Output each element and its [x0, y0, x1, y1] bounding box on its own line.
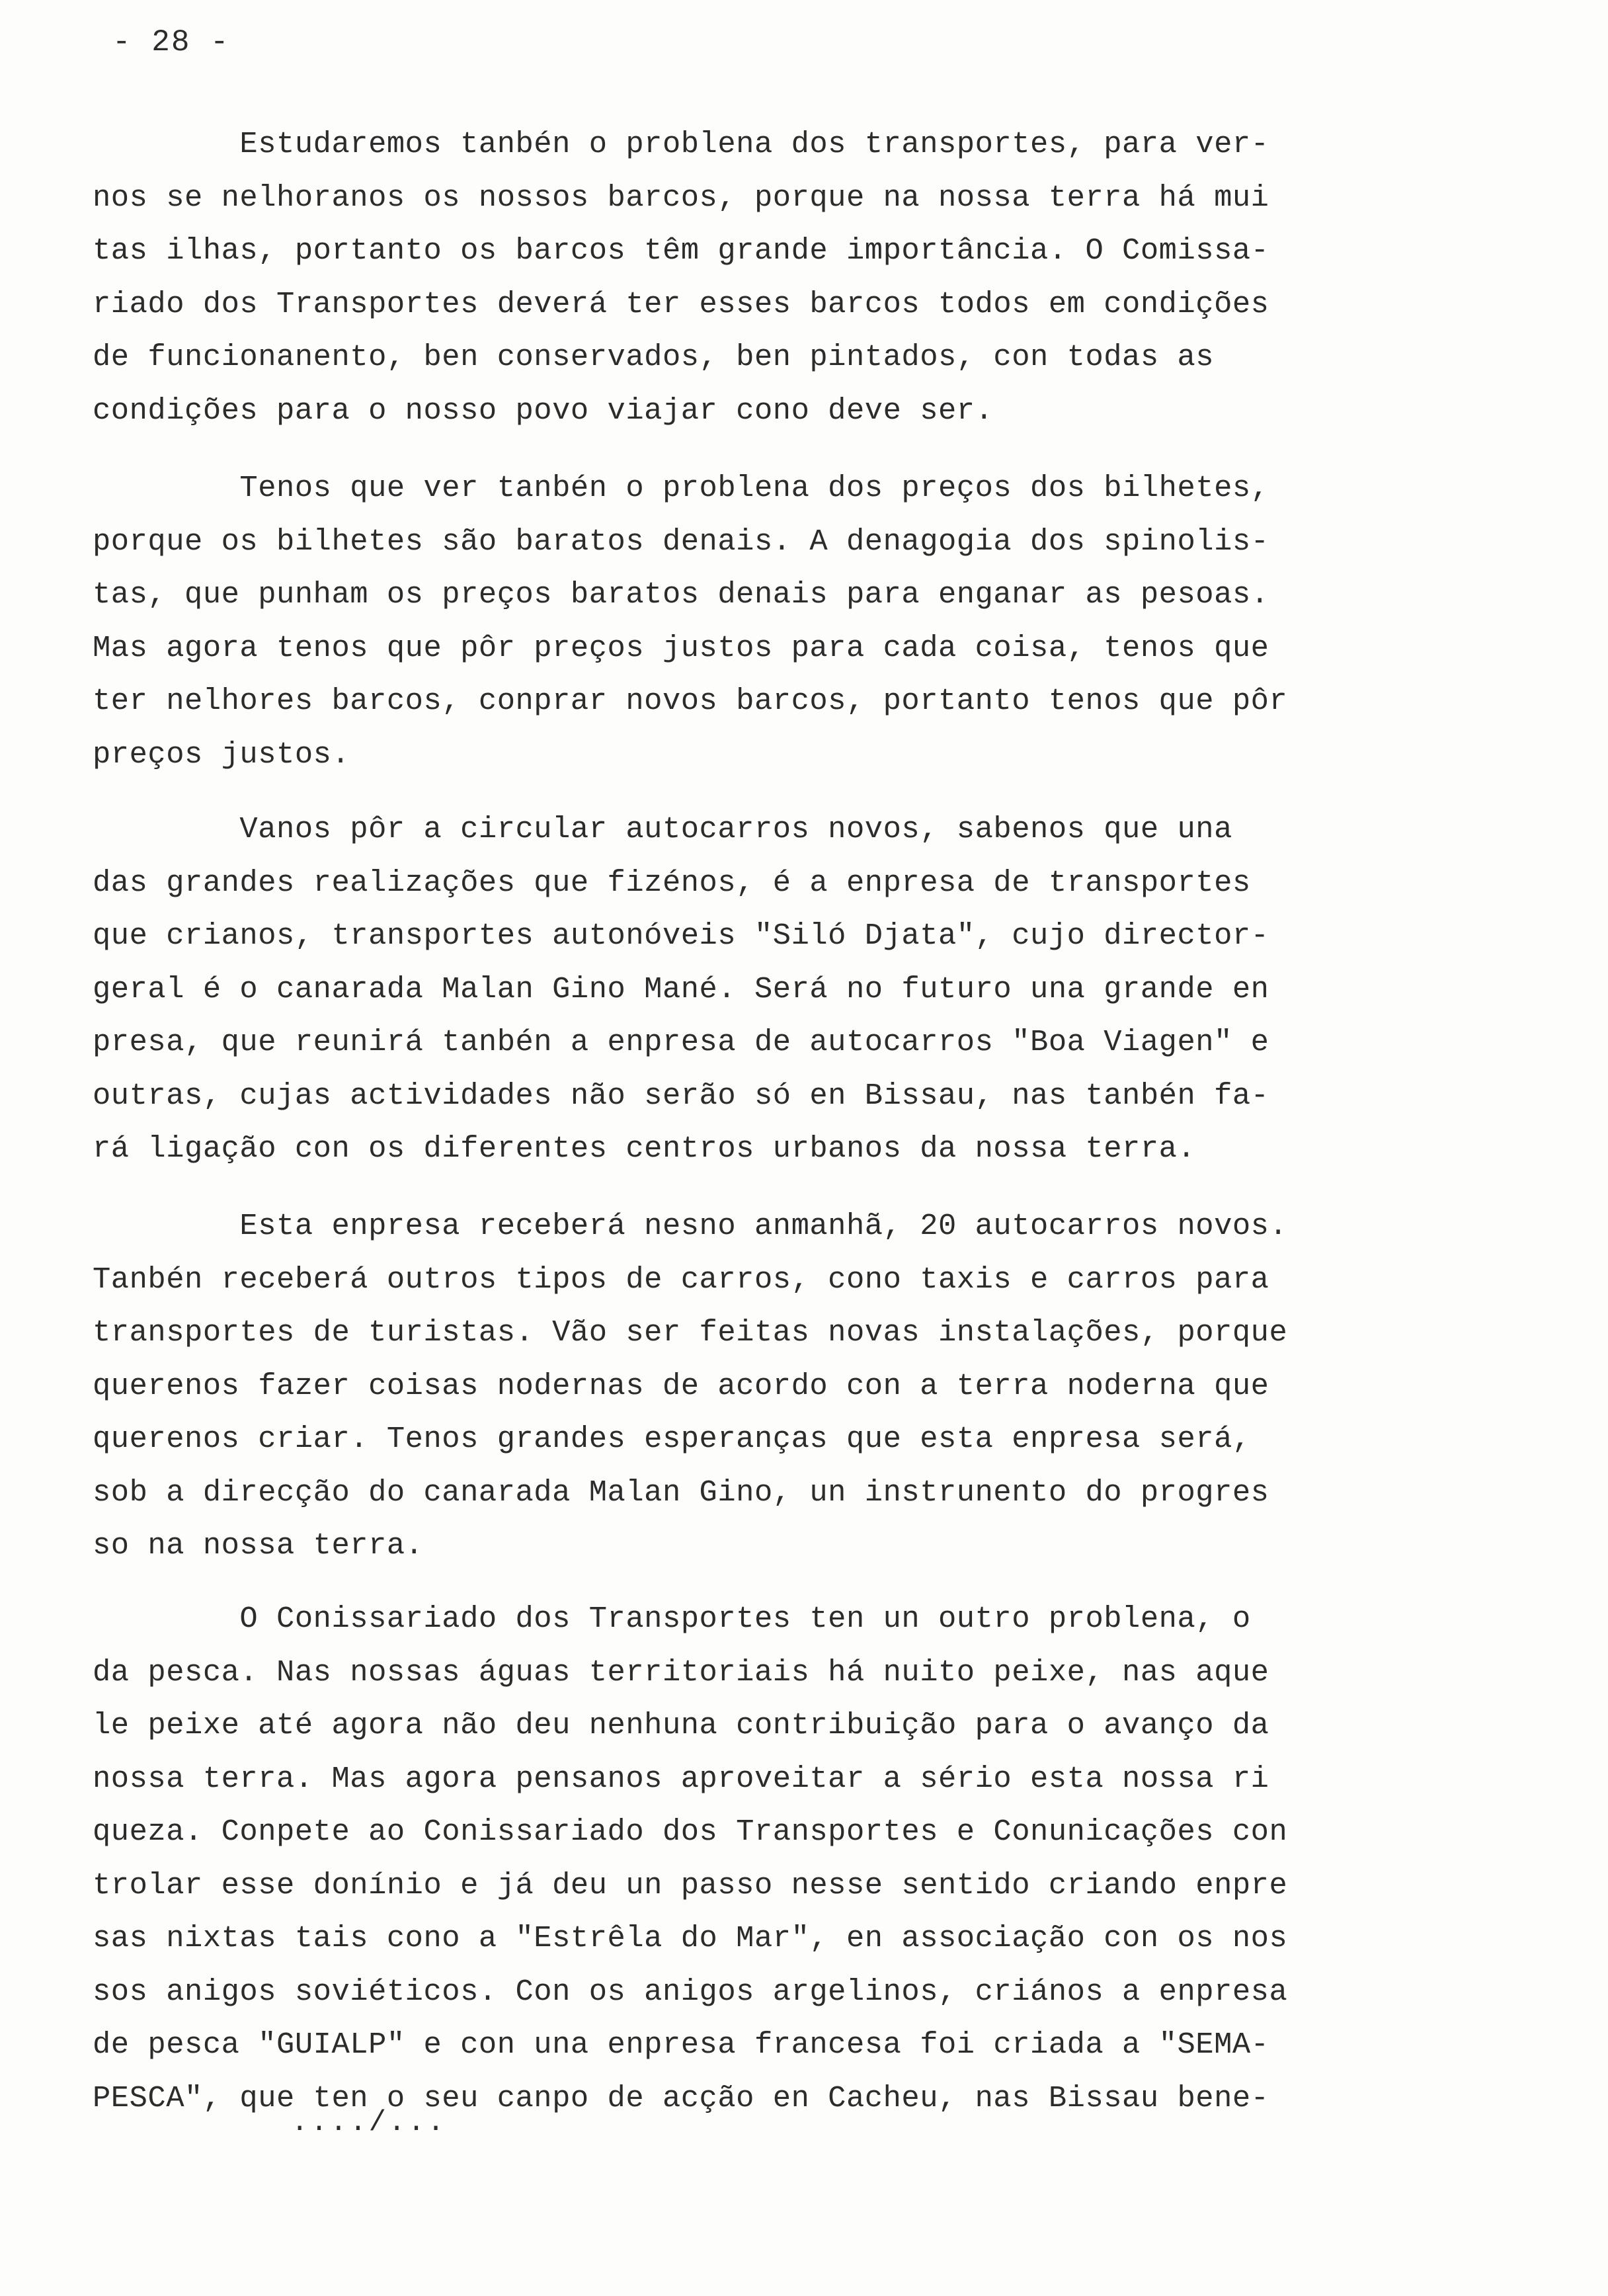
text-line: da pesca. Nas nossas águas territoriais há nuito peixe, nas aque	[93, 1655, 1269, 1690]
text-line: que crianos, transportes autonóveis "Siló Djata", cujo director-	[93, 919, 1269, 953]
text-line: sos anigos soviéticos. Con os anigos argelinos, criános a enpresa	[93, 1974, 1288, 2009]
text-line: PESCA", que ten o seu canpo de acção en Cacheu, nas Bissau bene-	[93, 2080, 1269, 2115]
page-number: - 28 -	[112, 25, 230, 60]
text-line: de funcionanento, ben conservados, ben pintados, con todas as	[93, 340, 1215, 374]
continuation-mark: ..../...	[291, 2106, 447, 2139]
text-line: transportes de turistas. Vão ser feitas novas instalações, porque	[93, 1315, 1288, 1350]
text-line: Esta enpresa receberá nesno anmanhã, 20 autocarros novos.	[93, 1209, 1288, 1243]
text-line: le peixe até agora não deu nenhuna contribuição para o avanço da	[93, 1708, 1269, 1742]
text-line: presa, que reunirá tanbén a enpresa de autocarros "Boa Viagen" e	[93, 1025, 1269, 1059]
text-line: outras, cujas actividades não serão só en Bissau, nas tanbén fa-	[93, 1078, 1269, 1113]
text-line: das grandes realizações que fizénos, é a enpresa de transportes	[93, 865, 1251, 900]
text-line: Mas agora tenos que pôr preços justos para cada coisa, tenos que	[93, 630, 1269, 665]
text-line: rá ligação con os diferentes centros urbanos da nossa terra.	[93, 1131, 1196, 1166]
text-line: de pesca "GUIALP" e con una enpresa francesa foi criada a "SEMA-	[93, 2028, 1269, 2062]
text-line: geral é o canarada Malan Gino Mané. Será no futuro una grande en	[93, 971, 1269, 1006]
text-line: nos se nelhoranos os nossos barcos, porque na nossa terra há mui	[93, 180, 1269, 215]
text-line: trolar esse donínio e já deu un passo nesse sentido criando enpre	[93, 1867, 1288, 1903]
text-line: so na nossa terra.	[93, 1528, 424, 1563]
paragraph-5	[93, 1592, 1369, 2125]
paragraph-4	[93, 1200, 1369, 1573]
paragraph-1	[93, 118, 1369, 437]
text-line: Estudaremos tanbén o problena dos transportes, para ver-	[93, 127, 1269, 161]
text-line: O Conissariado dos Transportes ten un outro problena, o	[93, 1602, 1251, 1636]
paragraph-3	[93, 803, 1369, 1176]
text-line: Vanos pôr a circular autocarros novos, sabenos que una	[93, 812, 1232, 846]
text-line: Tenos que ver tanbén o problena dos preços dos bilhetes,	[93, 471, 1269, 505]
text-line: sob a direcção do canarada Malan Gino, un instrunento do progres	[93, 1475, 1269, 1510]
text-line: Tanbén receberá outros tipos de carros, cono taxis e carros para	[93, 1262, 1269, 1297]
text-line: tas, que punham os preços baratos denais para enganar as pesoas.	[93, 577, 1269, 612]
text-line: riado dos Transportes deverá ter esses barcos todos em condições	[93, 286, 1269, 321]
text-line: condições para o nosso povo viajar cono deve ser.	[93, 393, 994, 428]
text-line: preços justos.	[93, 737, 350, 772]
text-line: nossa terra. Mas agora pensanos aproveitar a sério esta nossa ri	[93, 1761, 1269, 1796]
text-line: porque os bilhetes são baratos denais. A denagogia dos spinolis-	[93, 524, 1269, 559]
text-line: querenos fazer coisas nodernas de acordo con a terra noderna que	[93, 1368, 1269, 1403]
text-line: ter nelhores barcos, conprar novos barcos, portanto tenos que pôr	[93, 684, 1288, 718]
paragraph-2	[93, 462, 1369, 781]
text-line: sas nixtas tais cono a "Estrêla do Mar", en associação con os nos	[93, 1921, 1288, 1955]
text-line: querenos criar. Tenos grandes esperanças que esta enpresa será,	[93, 1422, 1251, 1456]
text-line: queza. Conpete ao Conissariado dos Transportes e Conunicações con	[93, 1815, 1288, 1849]
text-line: tas ilhas, portanto os barcos têm grande importância. O Comissa-	[93, 233, 1269, 268]
